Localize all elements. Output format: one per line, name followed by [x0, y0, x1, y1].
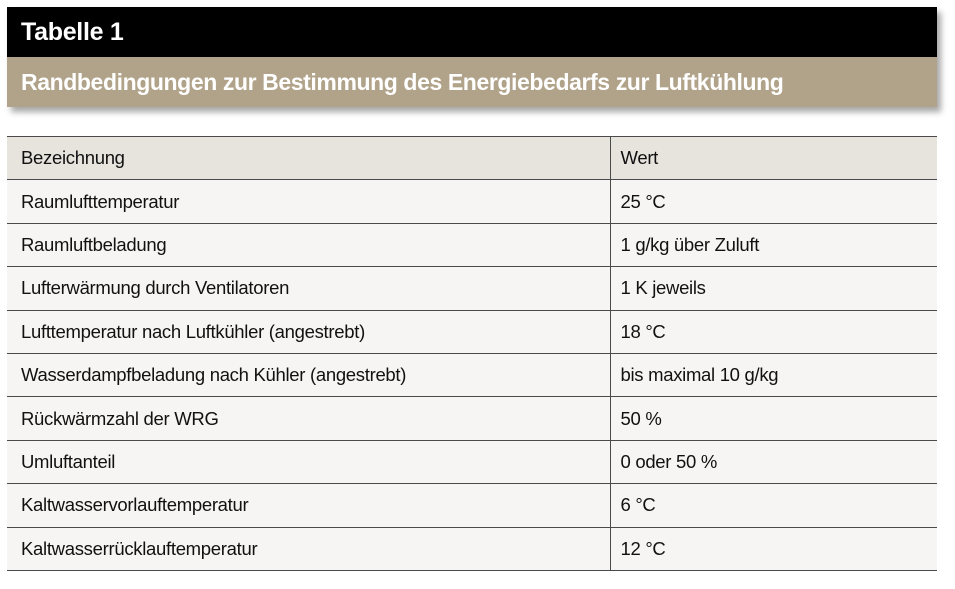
row-label: Umluftanteil [7, 440, 610, 483]
row-value: bis maximal 10 g/kg [610, 353, 937, 396]
row-value: 12 °C [610, 527, 937, 570]
column-header-wert: Wert [610, 137, 937, 180]
table-row [7, 310, 937, 353]
table-row [7, 440, 937, 483]
table-title: Tabelle 1 [7, 7, 937, 57]
table-row [7, 180, 937, 223]
row-label: Rückwärmzahl der WRG [7, 397, 610, 440]
data-table [7, 136, 937, 571]
table-caption [7, 7, 937, 107]
row-label: Wasserdampfbeladung nach Kühler (angestrebt) [7, 353, 610, 396]
table-subtitle: Randbedingungen zur Bestimmung des Energiebedarfs zur Luftkühlung [7, 57, 937, 107]
row-label: Raumluftbeladung [7, 223, 610, 266]
table-row [7, 397, 937, 440]
row-value: 1 g/kg über Zuluft [610, 223, 937, 266]
row-label: Lufttemperatur nach Luftkühler (angestrebt) [7, 310, 610, 353]
row-label: Kaltwasserrücklauftemperatur [7, 527, 610, 570]
table-header-row [7, 137, 937, 180]
row-value: 1 K jeweils [610, 267, 937, 310]
row-label: Lufterwärmung durch Ventilatoren [7, 267, 610, 310]
table-row [7, 223, 937, 266]
table-row [7, 484, 937, 527]
row-value: 6 °C [610, 484, 937, 527]
table-row [7, 353, 937, 396]
table-row [7, 527, 937, 570]
table-row [7, 267, 937, 310]
column-header-bezeichnung: Bezeichnung [7, 137, 610, 180]
row-value: 18 °C [610, 310, 937, 353]
row-label: Kaltwasservorlauftemperatur [7, 484, 610, 527]
row-label: Raumlufttemperatur [7, 180, 610, 223]
row-value: 25 °C [610, 180, 937, 223]
row-value: 0 oder 50 % [610, 440, 937, 483]
row-value: 50 % [610, 397, 937, 440]
